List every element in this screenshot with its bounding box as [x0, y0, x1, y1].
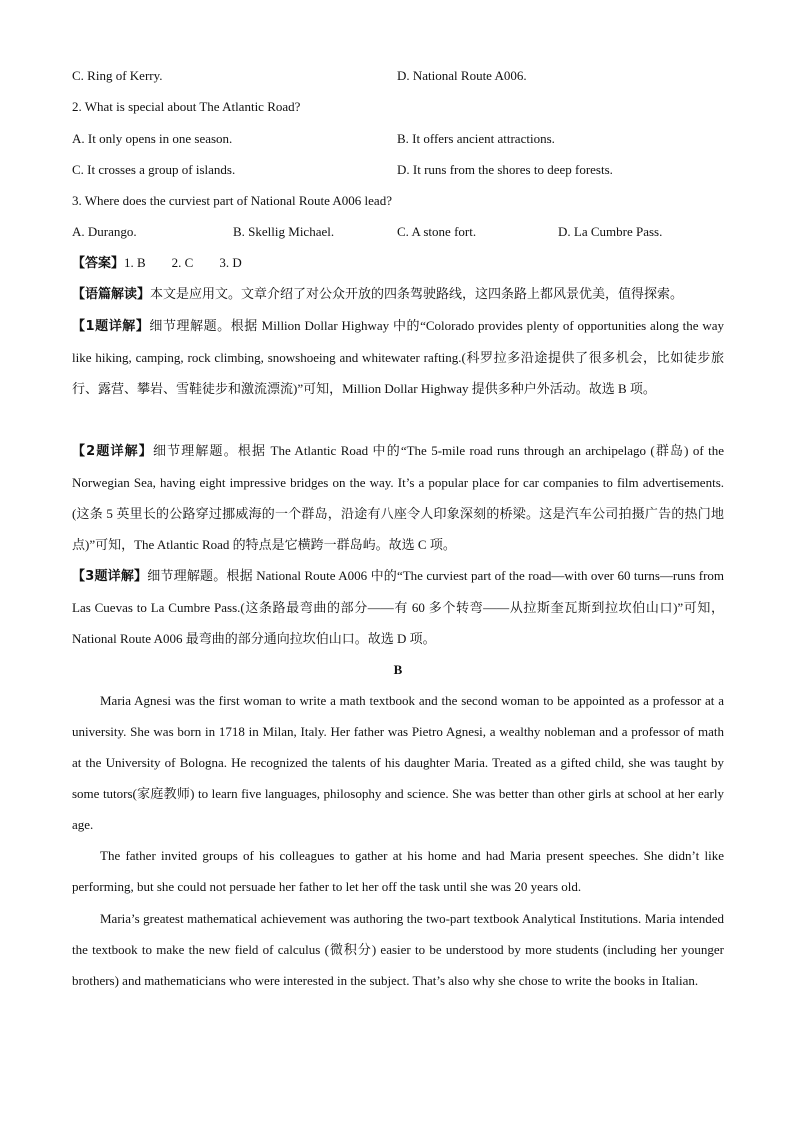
detail1-tag: 【1题详解】 — [72, 319, 150, 334]
overview-line — [72, 285, 683, 304]
detail3-paragraph — [72, 560, 724, 654]
overview-text: 本文是应用文。文章介绍了对公众开放的四条驾驶路线，这四条路上都风景优美，值得探索。 — [150, 286, 684, 301]
section-b-paragraph-2: The father invited groups of his colleagues to gather at his home and had Maria present speeches. She didn’t like performing, but she could not persuade her father to let her off the task until she was 20 years old. — [72, 848, 724, 894]
q2-option-c: C. It crosses a group of islands. — [72, 162, 236, 177]
section-b-heading: B — [393, 662, 403, 677]
q2-option-d: D. It runs from the shores to deep forests. — [397, 162, 613, 177]
q2-option-a: A. It only opens in one season. — [72, 131, 233, 146]
q3-option-b: B. Skellig Michael. — [233, 224, 335, 239]
detail3-tag: 【3题详解】 — [72, 569, 148, 584]
detail1-text: 细节理解题。根据 Million Dollar Highway 中的“Colorado provides plenty of opportunities along the way like hiking, camping, rock climbing, snowshoeing and whitewater rafting.(科罗拉多沿途提供了很多机会，比如徒步旅行、露营、攀岩、雪鞋徒步和激流漂流)”可知，Million Dollar Highway 提供多种户外活动。故选 B 项。 — [72, 318, 724, 396]
section-b-paragraph-1: Maria Agnesi was the first woman to write a math textbook and the second woman to be appointed as a professor at a university. She was born in 1718 in Milan, Italy. Her father was Pietro Agnesi, a wealthy nobleman and a professor of math at the University of Bologna. He recognized the talents of his daughter Maria. Treated as a gifted child, she was taught by some tutors(家庭教师) to learn five languages, philosophy and science. She was better than other girls at school at her early age. — [72, 693, 724, 832]
section-b-paragraph-3: Maria’s greatest mathematical achievement was authoring the two-part textbook Analytical Institutions. Maria intended the textbook to make the new field of calculus (微积分) easier to be understood by more students (including her younger brothers) and mathematicians who were interested in the subject. That’s also why she chose to write the books in Italian. — [72, 911, 724, 988]
detail1-paragraph — [72, 310, 724, 404]
detail2-tag: 【2题详解】 — [72, 444, 153, 459]
detail3-text: 细节理解题。根据 National Route A006 中的“The curviest part of the road—with over 60 turns—runs from Las Cuevas to La Cumbre Pass.(这条路最弯曲的部分——有 60 多个转弯——从拉斯奎瓦斯到拉坎伯山口)”可知，National Route A006 最弯曲的部分通向拉坎伯山口。故选 D 项。 — [72, 568, 725, 646]
q3-question: 3. Where does the curviest part of National Route A006 lead? — [72, 193, 392, 208]
detail2-text: 细节理解题。根据 The Atlantic Road 中的“The 5-mile road runs through an archipelago (群岛) of the Norwegian Sea, having eight impressive bridges on the way. It’s a popular place for car companies to film advertisements.(这条 5 英里长的公路穿过挪威海的一个群岛，沿途有八座令人印象深刻的桥梁。这是汽车公司拍摄广告的热门地点)”可知，The Atlantic Road 的特点是它横跨一群岛屿。故选 C 项。 — [72, 443, 725, 552]
q1-option-c: C. Ring of Kerry. — [72, 68, 163, 83]
detail2-paragraph — [72, 435, 724, 560]
answer-text: 1. B 2. C 3. D — [124, 255, 242, 270]
answer-line — [72, 254, 242, 273]
q1-option-d: D. National Route A006. — [397, 68, 527, 83]
q3-option-c: C. A stone fort. — [397, 224, 477, 239]
q3-option-d: D. La Cumbre Pass. — [558, 224, 663, 239]
overview-tag: 【语篇解读】 — [72, 287, 151, 302]
q3-option-a: A. Durango. — [72, 224, 137, 239]
answer-tag: 【答案】 — [72, 256, 125, 271]
q2-question: 2. What is special about The Atlantic Road? — [72, 99, 301, 114]
q2-option-b: B. It offers ancient attractions. — [397, 131, 555, 146]
